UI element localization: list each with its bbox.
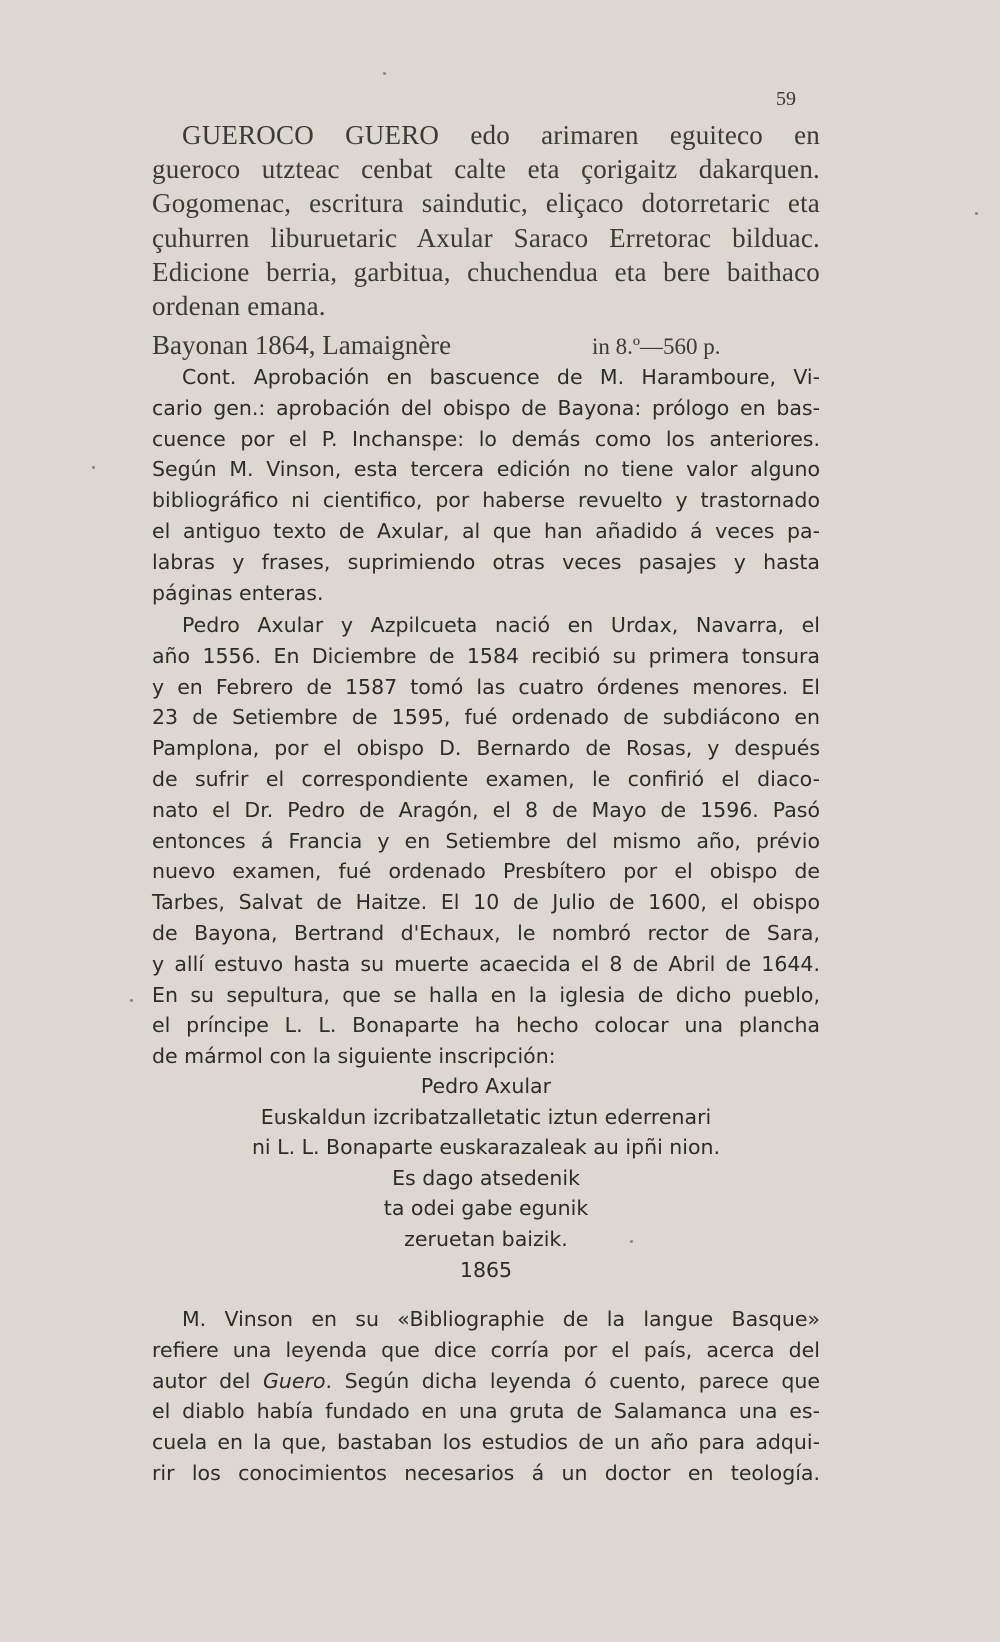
paragraph-line: Cont. Aprobación en bascuence de M. Haramboure, Vi- bbox=[182, 365, 820, 389]
paragraph-line: Pamplona, por el obispo D. Bernardo de Rosas, y después bbox=[152, 736, 820, 761]
paragraph-line: nato el Dr. Pedro de Aragón, el 8 de Mayo de 1596. Pasó bbox=[152, 797, 820, 822]
paragraph-line: de mármol con la siguiente inscripción: bbox=[152, 1044, 556, 1069]
title-line: GUEROCO GUERO edo arimaren eguiteco en bbox=[182, 120, 820, 150]
paper-speck bbox=[130, 999, 133, 1002]
paper-speck bbox=[975, 212, 978, 215]
imprint-format: in 8.º—560 p. bbox=[592, 334, 721, 359]
book-title bbox=[152, 118, 820, 323]
page-number: 59 bbox=[776, 88, 796, 110]
inscription-line: ta odei gabe egunik bbox=[383, 1196, 589, 1221]
paragraph-line: páginas enteras. bbox=[152, 580, 324, 605]
title-line: Edicione berria, garbitua, chuchendua eta bere baithaco bbox=[152, 256, 820, 287]
inscription-line: Euskaldun izcribatzalletatic iztun ederrenari bbox=[260, 1104, 712, 1129]
paper-speck bbox=[630, 1240, 633, 1243]
paragraph-line: Tarbes, Salvat de Haitze. El 10 de Julio de 1600, el obispo bbox=[152, 890, 820, 915]
paragraph-line: refiere una leyenda que dice corría por el país, acerca del bbox=[152, 1337, 820, 1362]
paragraph-line: entonces á Francia y en Setiembre del mismo año, prévio bbox=[152, 828, 820, 853]
paragraph-line: cario gen.: aprobación del obispo de Bayona: prólogo en bas- bbox=[152, 395, 820, 420]
paragraph-line: Según M. Vinson, esta tercera edición no tiene valor alguno bbox=[152, 457, 820, 482]
line-text: autor del bbox=[152, 1368, 264, 1393]
paragraph-line: cuela en la que, bastaban los estudios de un año para adqui- bbox=[152, 1430, 820, 1455]
inscription-line: Es dago atsedenik bbox=[392, 1165, 580, 1190]
paragraph-line: rir los conocimientos necesarios á un doctor en teología. bbox=[152, 1460, 820, 1485]
paper-speck bbox=[92, 466, 95, 469]
paragraph-line: año 1556. En Diciembre de 1584 recibió su primera tonsura bbox=[152, 643, 820, 668]
paragraph-line bbox=[152, 1366, 820, 1397]
title-line: Gogomenac, escritura saindutic, eliçaco dotorretaric eta bbox=[152, 188, 820, 219]
title-line: ordenan emana. bbox=[152, 291, 326, 322]
legend-paragraph bbox=[152, 1304, 820, 1489]
line-text: . Según dicha leyenda ó cuento, parece que bbox=[325, 1368, 820, 1393]
imprint-line bbox=[152, 330, 820, 366]
paragraph-line: labras y frases, suprimiendo otras veces pasajes y hasta bbox=[152, 549, 820, 574]
paragraph-line: Pedro Axular y Azpilcueta nació en Urdax, Navarra, el bbox=[182, 613, 820, 637]
paragraph-line: y en Febrero de 1587 tomó las cuatro órdenes menores. El bbox=[152, 674, 820, 699]
paragraph-line: y allí estuvo hasta su muerte acaecida el 8 de Abril de 1644. bbox=[152, 951, 820, 976]
paper-speck bbox=[383, 72, 386, 75]
inscription-line: zeruetan baizik. bbox=[404, 1226, 568, 1251]
italic-title: Guero bbox=[263, 1368, 326, 1393]
title-line: gueroco utzteac cenbat calte eta çorigaitz dakarquen. bbox=[152, 154, 820, 185]
paragraph-line: el diablo había fundado en una gruta de Salamanca una es- bbox=[152, 1399, 820, 1424]
paragraph-line: de sufrir el correspondiente examen, le confirió el diaco- bbox=[152, 766, 820, 791]
paragraph-line: En su sepultura, que se halla en la iglesia de dicho pueblo, bbox=[152, 982, 820, 1007]
contents-paragraph bbox=[152, 362, 820, 608]
biography-paragraph bbox=[152, 610, 820, 1072]
paragraph-line: M. Vinson en su «Bibliographie de la langue Basque» bbox=[182, 1307, 820, 1331]
inscription bbox=[152, 1071, 820, 1285]
paragraph-line: de Bayona, Bertrand d'Echaux, le nombró rector de Sara, bbox=[152, 920, 820, 945]
imprint-place: Bayonan 1864, Lamaignère bbox=[152, 330, 452, 360]
title-line: çuhurren liburuetaric Axular Saraco Erretorac bilduac. bbox=[152, 222, 820, 253]
inscription-line: ni L. L. Bonaparte euskarazaleak au ipñi nion. bbox=[251, 1135, 721, 1160]
paragraph-line: nuevo examen, fué ordenado Presbítero por el obispo de bbox=[152, 859, 820, 884]
paragraph-line: cuence por el P. Inchanspe: lo demás como los anteriores. bbox=[152, 426, 820, 451]
inscription-date: 1865 bbox=[459, 1257, 513, 1282]
paragraph-line: el antiguo texto de Axular, al que han añadido á veces pa- bbox=[152, 518, 820, 543]
paragraph-line: el príncipe L. L. Bonaparte ha hecho colocar una plancha bbox=[152, 1013, 820, 1038]
paragraph-line: bibliográfico ni cientifico, por haberse revuelto y trastornado bbox=[152, 488, 820, 513]
paragraph-line: 23 de Setiembre de 1595, fué ordenado de subdiácono en bbox=[152, 705, 820, 730]
inscription-line: Pedro Axular bbox=[420, 1074, 552, 1098]
